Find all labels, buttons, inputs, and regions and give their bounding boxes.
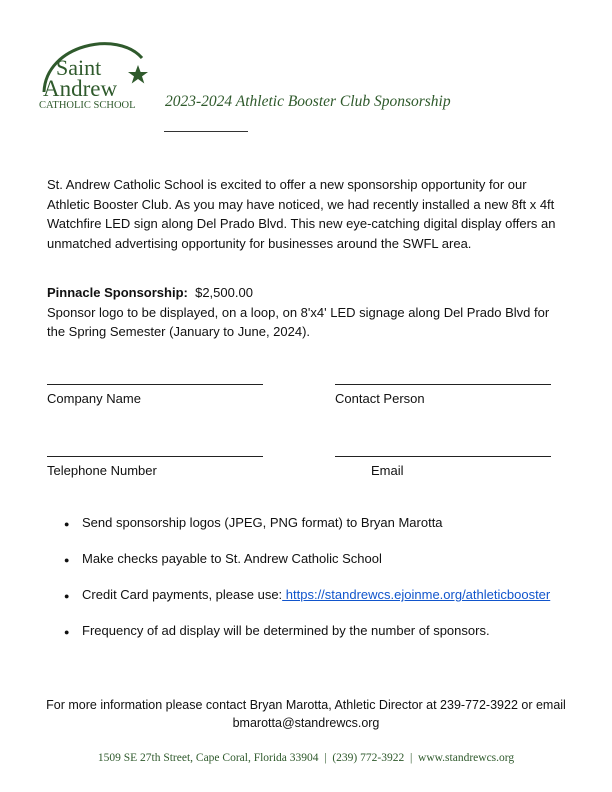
- title-underline: [164, 131, 248, 132]
- email-line[interactable]: [335, 456, 551, 457]
- company-name-line[interactable]: [47, 384, 263, 385]
- pinnacle-description: Sponsor logo to be displayed, on a loop, on 8'x4' LED signage along Del Prado Blvd for the Spring Semester (January to June, 2024).: [47, 304, 550, 339]
- pinnacle-section: [47, 283, 567, 342]
- contact-email[interactable]: bmarotta@standrewcs.org: [232, 716, 380, 730]
- school-logo: [38, 34, 156, 112]
- telephone-label: Telephone Number: [47, 463, 157, 478]
- pinnacle-heading: Pinnacle Sponsorship:: [47, 285, 188, 300]
- payment-link[interactable]: https://standrewcs.ejoinme.org/athleticbooster: [282, 587, 551, 602]
- page-title: 2023-2024 Athletic Booster Club Sponsorship: [165, 93, 451, 110]
- contact-info: [40, 696, 572, 732]
- intro-paragraph: St. Andrew Catholic School is excited to offer a new sponsorship opportunity for our Athletic Booster Club. As you may have noticed, we had recently installed a new 8ft x 4ft Watchfire LED sign along Del Prado Blvd. This new eye-catching digital display offers an unmatched advertising opportunity for businesses around the SWFL area.: [47, 177, 556, 251]
- instructions-list: [64, 515, 584, 659]
- bullet-frequency: Frequency of ad display will be determined by the number of sponsors.: [82, 623, 490, 638]
- footer-address: 1509 SE 27th Street, Cape Coral, Florida 33904 | (239) 772-3922 | www.standrewcs.org: [97, 752, 515, 764]
- contact-person-line[interactable]: [335, 384, 551, 385]
- logo-saint: Saint: [56, 55, 102, 80]
- list-item: [64, 587, 584, 623]
- logo-graphic: [38, 34, 156, 112]
- contact-info-line1: For more information please contact Bryan Marotta, Athletic Director at 239-772-3922 or email: [46, 698, 566, 712]
- list-item: [64, 623, 584, 659]
- logo-catholic-school: CATHOLIC SCHOOL: [39, 100, 136, 111]
- pinnacle-price: $2,500.00: [195, 285, 253, 300]
- contact-person-label: Contact Person: [335, 391, 425, 406]
- bullet-checks: Make checks payable to St. Andrew Catholic School: [82, 551, 382, 566]
- star-icon: [128, 65, 148, 84]
- list-item: [64, 551, 584, 587]
- logo-andrew: Andrew: [43, 76, 118, 101]
- email-label: Email: [371, 463, 404, 478]
- pinnacle-header: [47, 283, 567, 303]
- list-item: [64, 515, 584, 551]
- bullet-credit-card: Credit Card payments, please use:: [82, 587, 283, 602]
- company-name-label: Company Name: [47, 391, 141, 406]
- bullet-logos: Send sponsorship logos (JPEG, PNG format) to Bryan Marotta: [82, 515, 443, 530]
- telephone-line[interactable]: [47, 456, 263, 457]
